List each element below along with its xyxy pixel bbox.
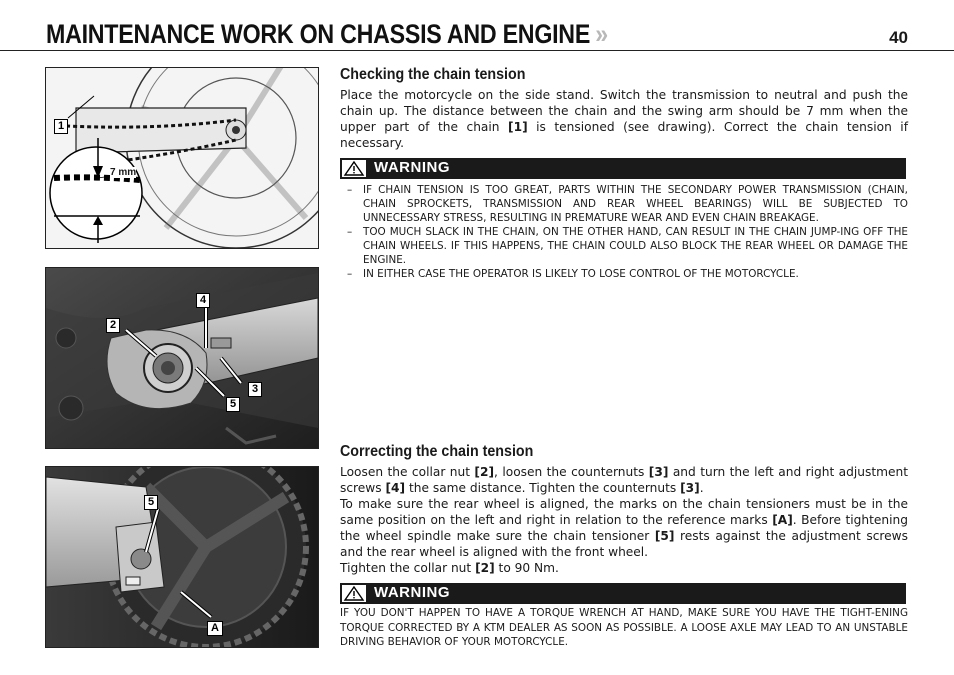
warning-label: WARNING xyxy=(374,584,450,601)
chain-tensioner-photo xyxy=(45,466,319,648)
section-heading: Correcting the chain tension xyxy=(340,443,534,460)
chevron-arrows-icon: » xyxy=(595,19,608,49)
checking-paragraph: Place the motorcycle on the side stand. Switch the transmission to neutral and push the chain up. The distance between the chain and the swing arm should be 7 mm when the upper part of the chain [1] is tensioned (see drawing). Correct the chain tension if necessary. xyxy=(340,88,908,150)
checking-section xyxy=(340,66,908,151)
chain-tension-drawing xyxy=(45,67,319,249)
warning-label: WARNING xyxy=(374,159,450,176)
alignment-paragraph: To make sure the rear wheel is aligned, the marks on the chain tensioners must be in the same position on the left and right in relation to the reference marks [A]. Before tightening the wheel spindle make sure the chain tensioner [5] rests against the adjustment screws and the rear wheel is aligned with the front wheel. xyxy=(340,497,908,559)
callout-a: A xyxy=(207,621,223,636)
section-heading: Checking the chain tension xyxy=(340,66,526,83)
callout-5: 5 xyxy=(226,397,240,412)
list-item: – TOO MUCH SLACK IN THE CHAIN, ON THE OTHER HAND, CAN RESULT IN THE CHAIN JUMP-ING OFF THE CHAIN WHEELS. IF THIS HAPPENS, THE CHAIN COULD ALSO BLOCK THE REAR WHEEL OR DAMAGE THE ENGINE. xyxy=(347,226,908,266)
list-item: – IN EITHER CASE THE OPERATOR IS LIKELY TO LOSE CONTROL OF THE MOTORCYCLE. xyxy=(347,268,799,280)
chain-adjuster-photo xyxy=(45,267,319,449)
callout-1: 1 xyxy=(54,119,68,134)
warning-bar xyxy=(340,583,906,604)
warning-bar xyxy=(340,158,906,179)
torque-paragraph: Tighten the collar nut [2] to 90 Nm. xyxy=(340,561,559,575)
measure-label: 7 mm xyxy=(110,167,137,178)
adjuster-photo-svg xyxy=(46,268,318,448)
list-item: – IF CHAIN TENSION IS TOO GREAT, PARTS WITHIN THE SECONDARY POWER TRANSMISSION (CHAIN, CHAIN SPROCKETS, TRANSMISSION AND REAR WHEEL BEARINGS) WILL BE SUBJECTED TO UNNECESSARY STRESS, RESULTING IN PREMATURE WEAR AND EVEN CHAIN BREAKAGE. xyxy=(347,184,908,224)
correcting-section xyxy=(340,443,908,576)
page-title: MAINTENANCE WORK ON CHASSIS AND ENGINE » xyxy=(46,19,608,49)
tensioner-photo-svg xyxy=(46,467,318,647)
callout-4: 4 xyxy=(196,293,210,308)
page-header xyxy=(0,14,954,51)
callout-5: 5 xyxy=(144,495,158,510)
chain-drawing-svg xyxy=(46,68,318,248)
correcting-paragraph: Loosen the collar nut [2], loosen the counternuts [3] and turn the left and right adjustment screws [4] the same distance. Tighten the counternuts [3]. xyxy=(340,465,908,495)
callout-2: 2 xyxy=(106,318,120,333)
warning-triangle-icon xyxy=(342,585,366,602)
warning-triangle-icon xyxy=(342,160,366,177)
warning-list xyxy=(340,183,908,281)
torque-warning-text: IF YOU DON'T HAPPEN TO HAVE A TORQUE WRENCH AT HAND, MAKE SURE YOU HAVE THE TIGHT-ENING TORQUE CORRECTED BY A KTM DEALER AS SOON AS POSSIBLE. A LOOSE AXLE MAY LEAD TO AN UNSTABLE DRIVING BEHAVIOR OF YOUR MOTORCYCLE. xyxy=(340,607,908,648)
page-number: 40 xyxy=(889,28,908,47)
callout-3: 3 xyxy=(248,382,262,397)
